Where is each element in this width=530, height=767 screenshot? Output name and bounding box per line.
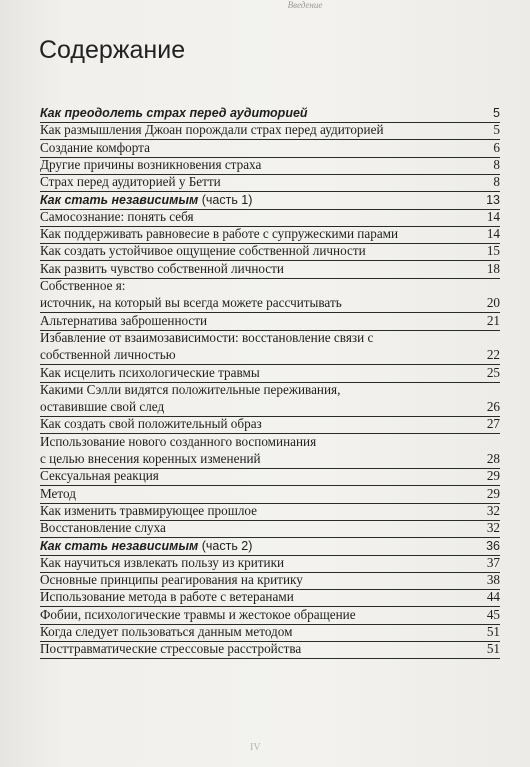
- toc-entry-title: Как научиться извлекать пользу из критики: [40, 554, 285, 570]
- running-header: Введение: [287, 0, 323, 10]
- toc-entry-title: Самосознание: понять себя: [40, 208, 194, 224]
- toc-entry-title: Использование нового созданного воспоминания: [40, 433, 317, 449]
- toc-entry: [40, 139, 500, 158]
- toc-entry: [40, 398, 500, 417]
- toc-section-part: (часть 1): [198, 192, 253, 207]
- toc-page-number: 13: [486, 192, 500, 207]
- toc-entry: [40, 277, 500, 295]
- toc-page-number: 20: [486, 295, 500, 311]
- toc-entry: [40, 519, 500, 538]
- toc-entry-title: [40, 104, 308, 122]
- toc-page-number: 8: [493, 156, 500, 172]
- toc-entry: [40, 312, 500, 331]
- toc-entry: [40, 588, 500, 607]
- toc-entry: [40, 121, 500, 140]
- toc-page-number: 5: [493, 106, 500, 120]
- toc-entry-title: Метод: [40, 485, 76, 501]
- toc-page-number: 27: [486, 416, 500, 432]
- toc-entry-title: Когда следует пользоваться данным методом: [40, 624, 293, 639]
- toc-page-number: 36: [486, 538, 500, 553]
- toc-page-number: 29: [486, 485, 500, 501]
- toc-entry: [40, 242, 500, 261]
- toc-entry: [40, 260, 500, 279]
- toc-entry: [40, 467, 500, 486]
- toc-page-number: 25: [486, 364, 500, 380]
- toc-page-number: 15: [486, 243, 500, 259]
- toc-page-number: 51: [486, 641, 500, 657]
- toc-page-number: 21: [486, 312, 500, 328]
- toc-entry: [40, 623, 500, 642]
- toc-entry-title: Как поддерживать равновесие в работе с супружескими парами: [40, 226, 399, 242]
- toc-page-number: 37: [486, 554, 500, 570]
- toc-entry-title: Страх перед аудиторией у Бетти: [40, 174, 221, 190]
- toc-entry-title: Посттравматические стрессовые расстройства: [40, 641, 302, 657]
- toc-page-number: 6: [493, 139, 500, 155]
- toc-section-heading: [40, 537, 500, 556]
- toc-page-number: 45: [486, 606, 500, 622]
- toc-entry-title: Использование метода в работе с ветеранами: [40, 589, 294, 605]
- toc-entry: [40, 381, 500, 399]
- toc-page-number: 22: [486, 347, 500, 363]
- toc-entry-title: Как создать свой положительный образ: [40, 416, 262, 432]
- toc-page-number: 14: [486, 226, 500, 242]
- toc-entry-title: Другие причины возникновения страха: [40, 156, 262, 172]
- toc-page-number: 32: [486, 502, 500, 518]
- toc-page-number: 51: [486, 624, 500, 639]
- toc-entry-title: Основные принципы реагирования на критику: [40, 572, 303, 588]
- toc-entry: [40, 554, 500, 573]
- toc-entry-title: источник, на который вы всегда можете рассчитывать: [40, 295, 342, 311]
- toc-entry-title: Собственное я:: [40, 278, 126, 293]
- toc-entry: [40, 364, 500, 383]
- toc-entry-title: Как изменить травмирующее прошлое: [40, 502, 258, 518]
- toc-page-number: 38: [486, 572, 500, 588]
- toc-entry: [40, 173, 500, 192]
- toc-entry-title: Как развить чувство собственной личности: [40, 260, 284, 276]
- toc-entry-title: собственной личностью: [40, 347, 176, 363]
- toc-page-number: 8: [493, 174, 500, 190]
- toc-section-title: Как преодолеть страх перед аудиторией: [40, 106, 308, 120]
- toc-section-title: Как стать независимым: [40, 192, 199, 207]
- toc-entry-title: [40, 537, 252, 555]
- toc-entry: [40, 346, 500, 365]
- toc-entry-title: оставившие свой след: [40, 399, 165, 415]
- toc-section-heading: [40, 191, 500, 210]
- toc-entry: [40, 415, 500, 434]
- toc-entry-title: Как создать устойчивое ощущение собственной личности: [40, 243, 366, 259]
- toc-entry: [40, 606, 500, 625]
- toc-entry: [40, 640, 500, 659]
- toc-entry: [40, 571, 500, 590]
- toc-entry: [40, 433, 500, 451]
- toc-entry-title: с целью внесения коренных изменений: [40, 451, 261, 466]
- toc-entry: [40, 294, 500, 313]
- toc-page-number: 44: [486, 589, 500, 605]
- toc-entry-title: [40, 191, 252, 209]
- toc-entry: [40, 329, 500, 347]
- toc-entry-title: Как исцелить психологические травмы: [40, 364, 260, 380]
- page-number-footer: IV: [250, 742, 261, 753]
- toc-entry: [40, 208, 500, 227]
- toc-entry-title: Как размышления Джоан порождали страх перед аудиторией: [40, 122, 384, 138]
- toc-entry: [40, 450, 500, 469]
- toc-entry-title: Избавление от взаимозависимости: восстановление связи с: [40, 329, 374, 345]
- toc-page-number: 14: [486, 208, 500, 224]
- toc-entry-title: Восстановление слуха: [40, 520, 166, 536]
- toc-page-number: 26: [486, 399, 500, 415]
- toc-page-number: 32: [486, 520, 500, 536]
- toc-page-number: 29: [486, 468, 500, 484]
- toc-page-number: 28: [486, 451, 500, 466]
- toc-entry-title: Создание комфорта: [40, 139, 150, 155]
- toc-section-part: (часть 2): [198, 538, 253, 553]
- toc-page-number: 18: [486, 260, 500, 276]
- toc-entry: [40, 156, 500, 175]
- toc-entry-title: Альтернатива заброшенности: [40, 312, 208, 328]
- toc-section-title: Как стать независимым: [40, 538, 199, 553]
- page-title: Содержание: [39, 36, 186, 64]
- toc-entry-title: Сексуальная реакция: [40, 468, 159, 484]
- toc-entry: [40, 225, 500, 244]
- toc-entry: [40, 502, 500, 521]
- toc-page-number: 5: [493, 122, 500, 138]
- toc-section-heading: [40, 104, 500, 123]
- toc-entry-title: Фобии, психологические травмы и жестокое обращение: [40, 606, 356, 622]
- toc-entry-title: Какими Сэлли видятся положительные переживания,: [40, 381, 341, 397]
- toc-entry: [40, 485, 500, 504]
